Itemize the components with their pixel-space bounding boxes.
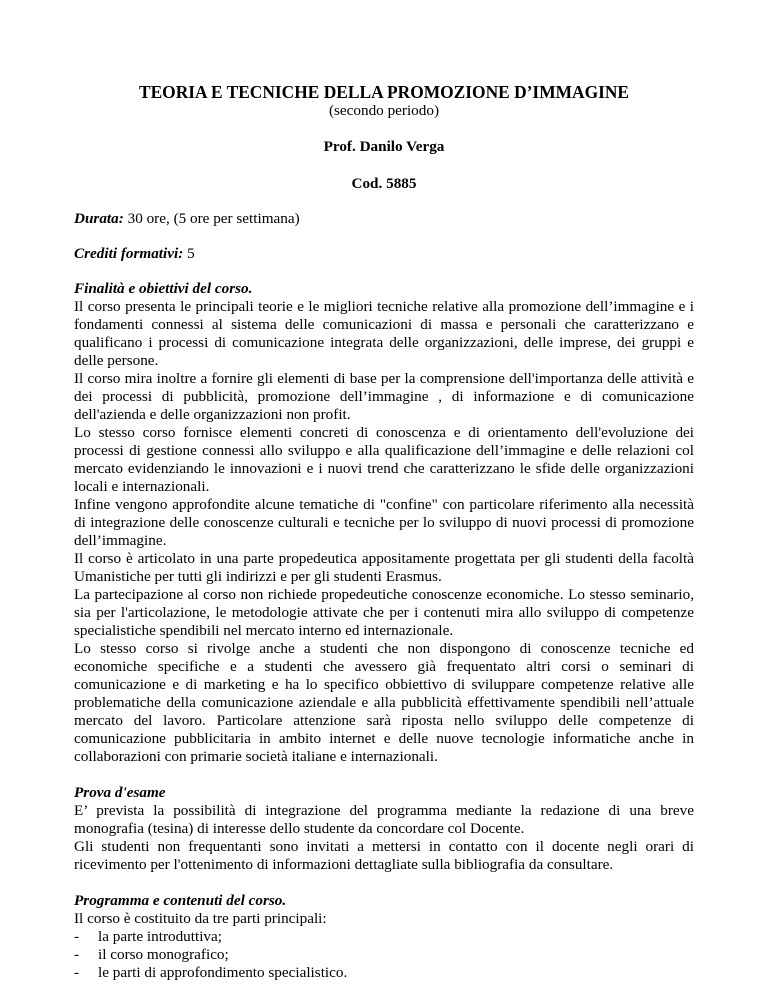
document-title: TEORIA E TECNICHE DELLA PROMOZIONE D’IMMAGINE: [138, 82, 630, 102]
durata-label: Durata:: [74, 210, 124, 227]
finalita-section: [74, 280, 694, 766]
durata-value: 30 ore, (5 ore per settimana): [123, 210, 300, 227]
crediti-value: 5: [183, 245, 195, 262]
programma-section: [74, 892, 694, 982]
paragraph: E’ prevista la possibilità di integrazione del programma mediante la redazione di una breve monografia (tesina) di interesse dello studente da concordare col Docente.: [74, 802, 694, 837]
paragraph: Gli studenti non frequentanti sono invitati a mettersi in contatto con il docente negli orari di ricevimento per l'ottenimento di informazioni dettagliate sulla bibliografia da consultare.: [74, 838, 694, 873]
paragraph: Infine vengono approfondite alcune tematiche di "confine" con particolare riferimento alla necessità di integrazione delle conoscenze culturali e tecniche per lo sviluppo di nuovi processi di promozione dell’immagine.: [74, 496, 694, 549]
paragraph: Il corso mira inoltre a fornire gli elementi di base per la comprensione dell'importanza delle attività e dei processi di pubblicità, promozione dell’immagine , di informazione e di comunicazione dell'azienda e delle organizzazioni non profit.: [74, 370, 694, 423]
paragraph: Il corso presenta le principali teorie e le migliori tecniche relative alla promozione dell’immagine e i fondamenti connessi al sistema delle comunicazioni di massa e personali che caratterizzano e qualificano i processi di comunicazione integrata delle organizzazioni, delle imprese, dei gruppi e delle persone.: [74, 298, 694, 369]
finalita-heading: Finalità e obiettivi del corso.: [74, 280, 253, 297]
paragraph: Il corso è articolato in una parte propedeutica appositamente progettata per gli studenti della facoltà Umanistiche per tutti gli indirizzi e per gli studenti Erasmus.: [74, 550, 694, 585]
document-subtitle: (secondo periodo): [328, 102, 440, 119]
programma-intro: Il corso è costituito da tre parti principali:: [74, 910, 327, 927]
prova-heading: Prova d'esame: [74, 784, 166, 801]
paragraph: Lo stesso corso si rivolge anche a studenti che non dispongono di conoscenze tecniche ed economiche specifiche e a studenti che avessero già frequentato altri corsi o seminari di comunicazione e di marketing e ha lo specifico obbiettivo di sviluppare competenze relative alle problematiche della comunicazione aziendale e alla pubblicità effettivamente spendibili nell’attuale mercato del lavoro. Particolare attenzione sarà riposta nello sviluppo delle competenze di comunicazione pubblicitaria in ambito internet e delle nuove tecnologie informatiche anche in collaborazioni con primarie società italiane e internazionali.: [74, 640, 694, 765]
list-item: - la parte introduttiva;: [74, 928, 694, 946]
programma-list: [74, 928, 694, 982]
prova-section: [74, 784, 694, 874]
paragraph: La partecipazione al corso non richiede propedeutiche conoscenze economiche. Lo stesso seminario, sia per l'articolazione, le metodologie attivate che per i contenuti mira allo sviluppo di competenze specialistiche spendibili nel mercato interno ed internazionale.: [74, 586, 694, 639]
programma-heading: Programma e contenuti del corso.: [74, 892, 287, 909]
course-code: Cod. 5885: [351, 175, 417, 192]
crediti-label: Crediti formativi:: [74, 245, 184, 262]
professor-name: Prof. Danilo Verga: [323, 138, 445, 155]
crediti-line: [74, 245, 694, 263]
list-item: - il corso monografico;: [74, 946, 694, 964]
list-item: - le parti di approfondimento specialistico.: [74, 964, 694, 982]
durata-line: [74, 210, 694, 228]
paragraph: Lo stesso corso fornisce elementi concreti di conoscenza e di orientamento dell'evoluzione dei processi di gestione connessi allo sviluppo e alla qualificazione dell’immagine e delle relazioni col mercato evidenziando le innovazioni e i nuovi trend che caratterizzano le sfide delle organizzazioni locali e internazionali.: [74, 424, 694, 495]
